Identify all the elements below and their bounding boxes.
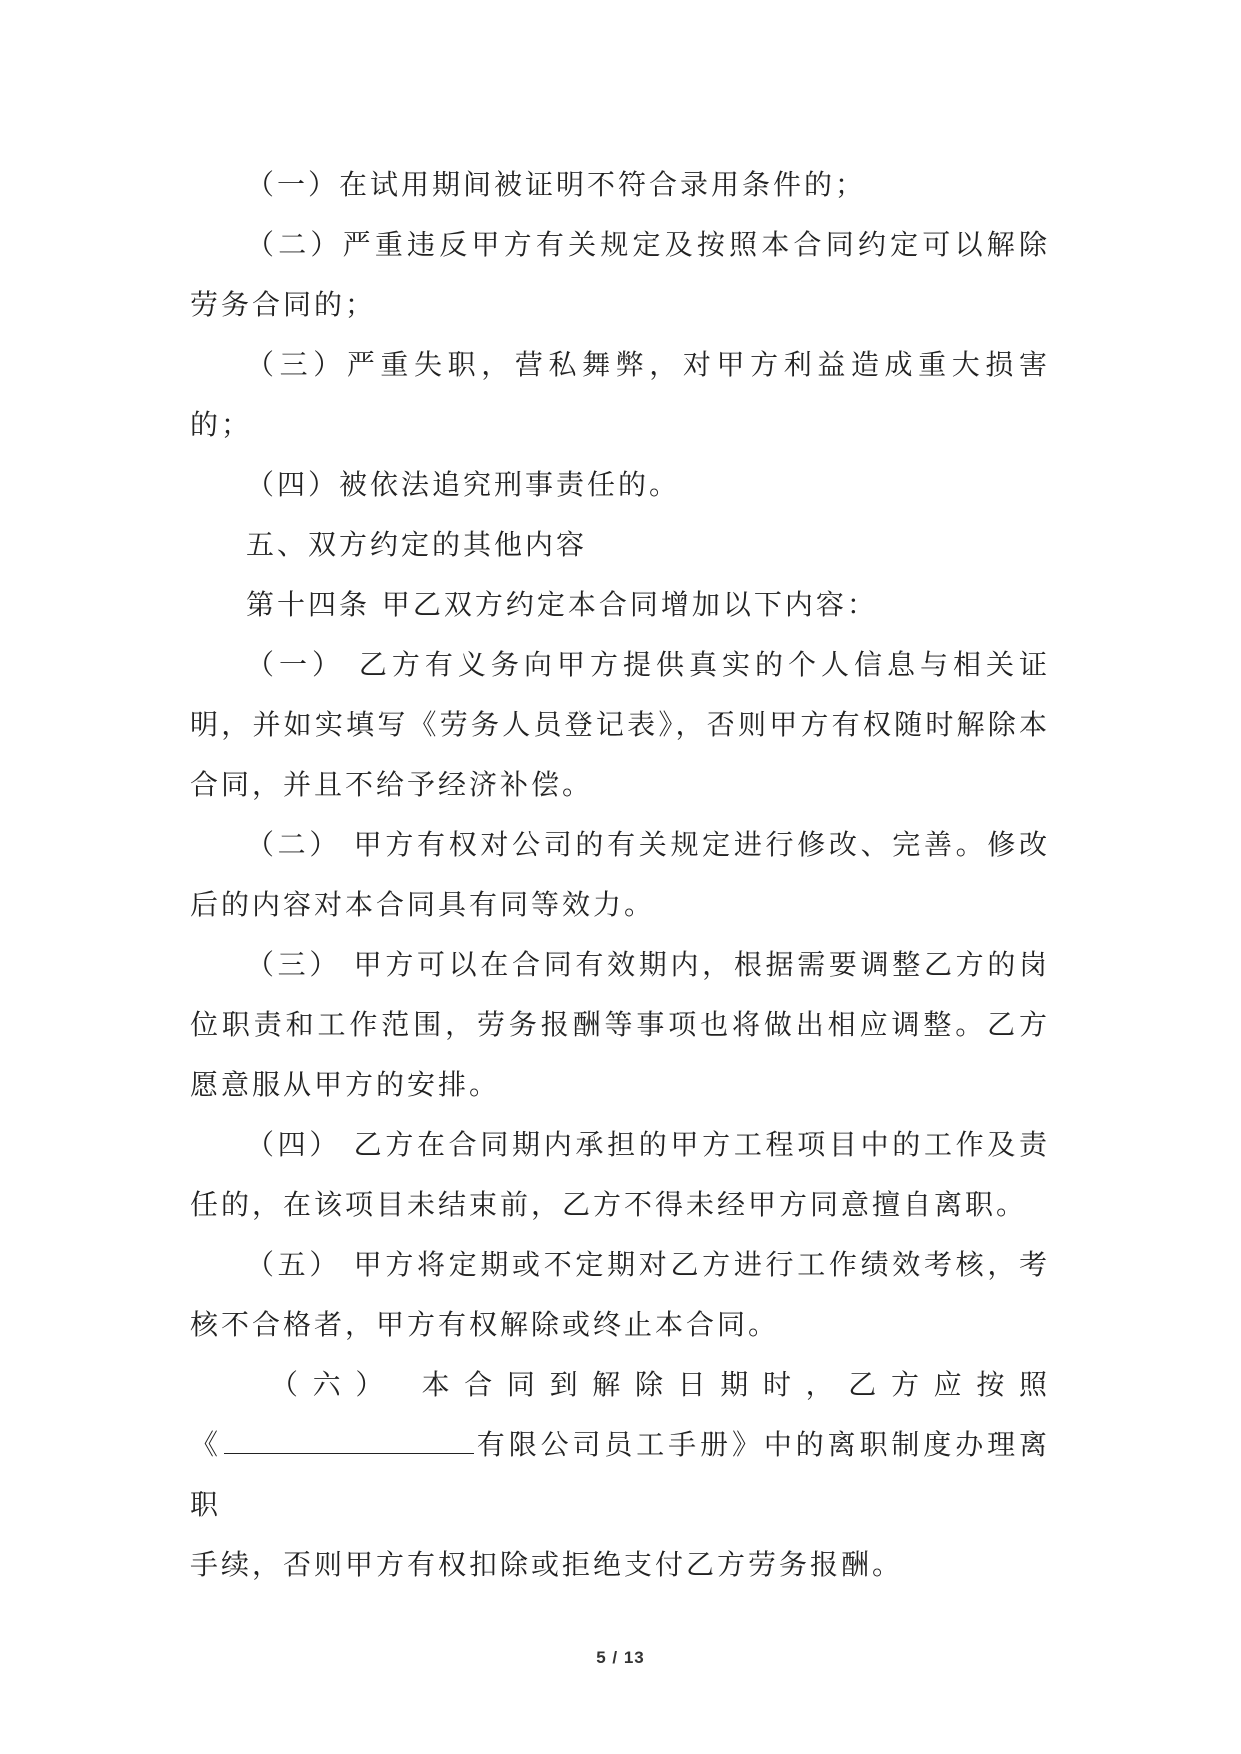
clause-4: （四）被依法追究刑事责任的。 <box>246 468 681 501</box>
article-14-item-1: （一） 乙方有义务向甲方提供真实的个人信息与相关证明，并如实填写《劳务人员登记表》，否则甲方有权随时解除本合同，并且不给予经济补偿。 <box>190 648 1050 801</box>
item-6-line-1: （六） 本合同到解除日期时，乙方应按照 <box>270 1368 1050 1401</box>
article-14-item-3: （三） 甲方可以在合同有效期内，根据需要调整乙方的岗位职责和工作范围，劳务报酬等事项也将做出相应调整。乙方愿意服从甲方的安排。 <box>190 948 1050 1101</box>
clause-3: （三）严重失职，营私舞弊，对甲方利益造成重大损害的； <box>190 348 1050 441</box>
article-14-item-6 <box>190 1355 1050 1595</box>
item-6-line-3: 手续，否则甲方有权扣除或拒绝支付乙方劳务报酬。 <box>190 1548 904 1581</box>
clause-1: （一）在试用期间被证明不符合录用条件的； <box>246 168 867 201</box>
item-6-line-2 <box>190 1415 1050 1535</box>
company-name-blank <box>224 1429 474 1454</box>
page-number: 5 / 13 <box>596 1648 645 1667</box>
clause-2: （二）严重违反甲方有关规定及按照本合同约定可以解除劳务合同的； <box>190 228 1050 321</box>
article-14-heading: 第十四条 甲乙双方约定本合同增加以下内容： <box>246 588 878 621</box>
article-14-item-2: （二） 甲方有权对公司的有关规定进行修改、完善。修改后的内容对本合同具有同等效力。 <box>190 828 1050 921</box>
article-14-item-5: （五） 甲方将定期或不定期对乙方进行工作绩效考核，考核不合格者，甲方有权解除或终止本合同。 <box>190 1248 1050 1341</box>
item-6-open-bracket: 《 <box>190 1428 222 1461</box>
article-14-item-4: （四） 乙方在合同期内承担的甲方工程项目中的工作及责任的，在该项目未结束前，乙方不得未经甲方同意擅自离职。 <box>190 1128 1050 1221</box>
document-body <box>190 155 1050 1595</box>
item-6-handbook-text: 有限公司员工手册》中的离职制度办理离职 <box>190 1428 1050 1521</box>
section-heading: 五、双方约定的其他内容 <box>246 528 588 561</box>
